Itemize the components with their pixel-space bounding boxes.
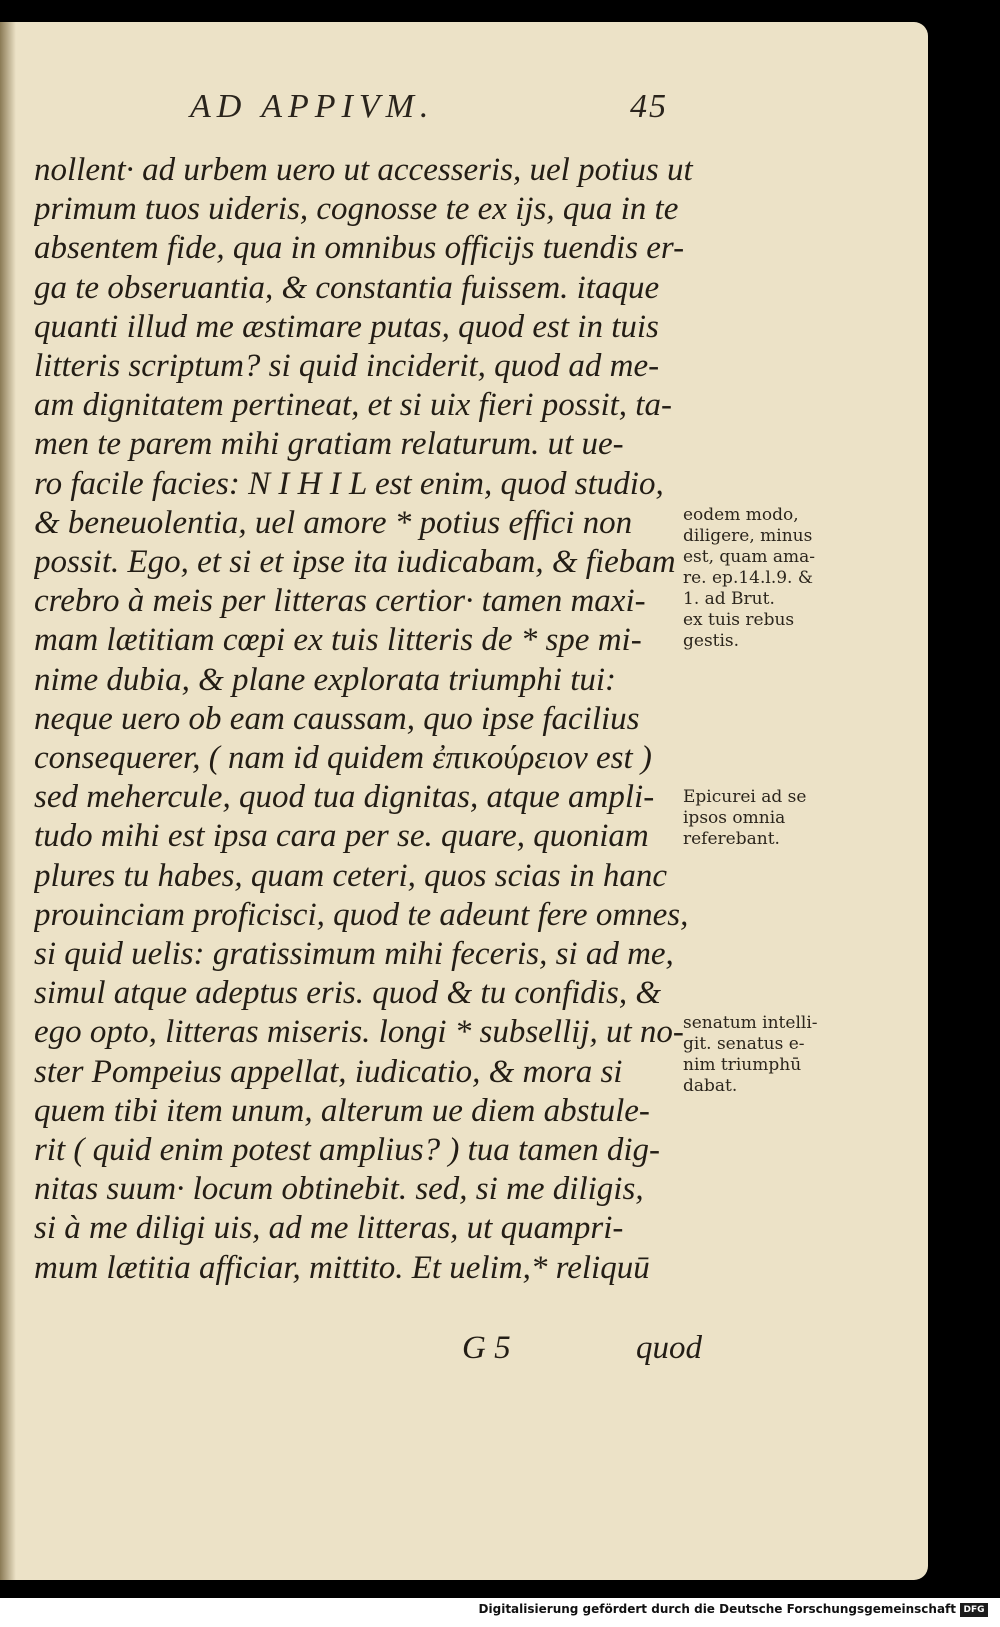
text-line: am dignitatem pertineat, et si uix fieri possit, ta- <box>34 387 672 424</box>
marginal-note-line: referebant. <box>683 829 780 849</box>
text-line: consequerer, ( nam id quidem ἐπικούρειον est ) <box>34 740 652 776</box>
text-line: simul atque adeptus eris. quod & tu confidis, & <box>34 975 661 1012</box>
text-line: possit. Ego, et si et ipse ita iudicabam, & fiebam <box>34 544 676 580</box>
text-line: ga te obseruantia, & constantia fuissem. itaque <box>34 269 660 306</box>
text-line: ro facile facies: N I H I L est enim, quod studio, <box>34 465 664 502</box>
page-number: 45 <box>630 88 668 125</box>
text-line: absentem fide, qua in omnibus officijs tuendis er- <box>34 230 685 267</box>
catchline <box>462 1330 702 1367</box>
marginal-note-line: gestis. <box>683 631 740 651</box>
marginal-note-line: re. ep.14.l.9. & <box>683 568 813 588</box>
text-line: mum lætitia afficiar, mittito. Et uelim,* reliquū <box>34 1249 650 1286</box>
text-line: primum tuos uideris, cognosse te ex ijs, qua in te <box>34 191 679 228</box>
funding-credit: Digitalisierung gefördert durch die Deutsche Forschungsgemeinschaft <box>478 1602 956 1616</box>
text-line: prouinciam proficisci, quod te adeunt fere omnes, <box>34 896 689 933</box>
text-line: ster Pompeius appellat, iudicatio, & mora si <box>34 1053 623 1090</box>
marginal-note <box>683 787 863 850</box>
text-line: si à me diligi uis, ad me litteras, ut quampri- <box>34 1210 624 1247</box>
footer-bar <box>0 1598 1000 1627</box>
marginal-note-line: ipsos omnia <box>683 808 786 828</box>
text-line: quanti illud me æstimare putas, quod est in tuis <box>34 308 659 345</box>
marginal-note-line: git. senatus e- <box>683 1034 805 1054</box>
text-line: neque uero ob eam caussam, quo ipse facilius <box>34 700 640 737</box>
text-line: ego opto, litteras miseris. longi * subsellij, ut no- <box>34 1014 684 1051</box>
text-line: mam lætitiam cœpi ex tuis litteris de * spe mi- <box>34 622 642 659</box>
catchword: quod <box>636 1330 702 1366</box>
dfg-logo: DFG <box>960 1603 988 1617</box>
marginal-note-line: dabat. <box>683 1076 738 1096</box>
marginal-note-line: ex tuis rebus <box>683 610 795 630</box>
marginal-note-line: 1. ad Brut. <box>683 589 775 609</box>
marginal-note-line: Epicurei ad se <box>683 787 807 807</box>
text-line: nollent· ad urbem uero ut accesseris, uel potius ut <box>34 152 693 188</box>
text-line: tudo mihi est ipsa cara per se. quare, quoniam <box>34 818 649 855</box>
marginal-note <box>683 505 863 652</box>
text-line: si quid uelis: gratissimum mihi feceris, si ad me, <box>34 936 674 972</box>
text-line: quem tibi item unum, alterum ue diem abstule- <box>34 1092 650 1129</box>
text-line: sed mehercule, quod tua dignitas, atque ampli- <box>34 779 655 816</box>
page-gutter-shadow <box>0 22 16 1580</box>
text-line: nime dubia, & plane explorata triumphi tui: <box>34 661 617 698</box>
marginal-note-line: est, quam ama- <box>683 547 816 567</box>
marginal-note-line: eodem modo, <box>683 505 799 525</box>
signature-mark: G 5 <box>462 1330 511 1366</box>
text-line: litteris scriptum? si quid inciderit, quod ad me- <box>34 348 660 384</box>
text-line: crebro à meis per litteras certior· tamen maxi- <box>34 583 646 620</box>
text-line: nitas suum· locum obtinebit. sed, si me diligis, <box>34 1171 644 1208</box>
running-head: AD APPIVM. <box>190 88 435 125</box>
marginal-note-line: nim triumphū <box>683 1055 802 1075</box>
marginal-note-line: diligere, minus <box>683 526 813 546</box>
marginal-note-line: senatum intelli- <box>683 1013 818 1033</box>
text-line: & beneuolentia, uel amore * potius effici non <box>34 504 633 541</box>
text-line: men te parem mihi gratiam relaturum. ut ue- <box>34 426 624 463</box>
text-line: plures tu habes, quam ceteri, quos scias in hanc <box>34 857 668 894</box>
text-line: rit ( quid enim potest amplius? ) tua tamen dig- <box>34 1132 661 1168</box>
marginal-note <box>683 1013 863 1097</box>
